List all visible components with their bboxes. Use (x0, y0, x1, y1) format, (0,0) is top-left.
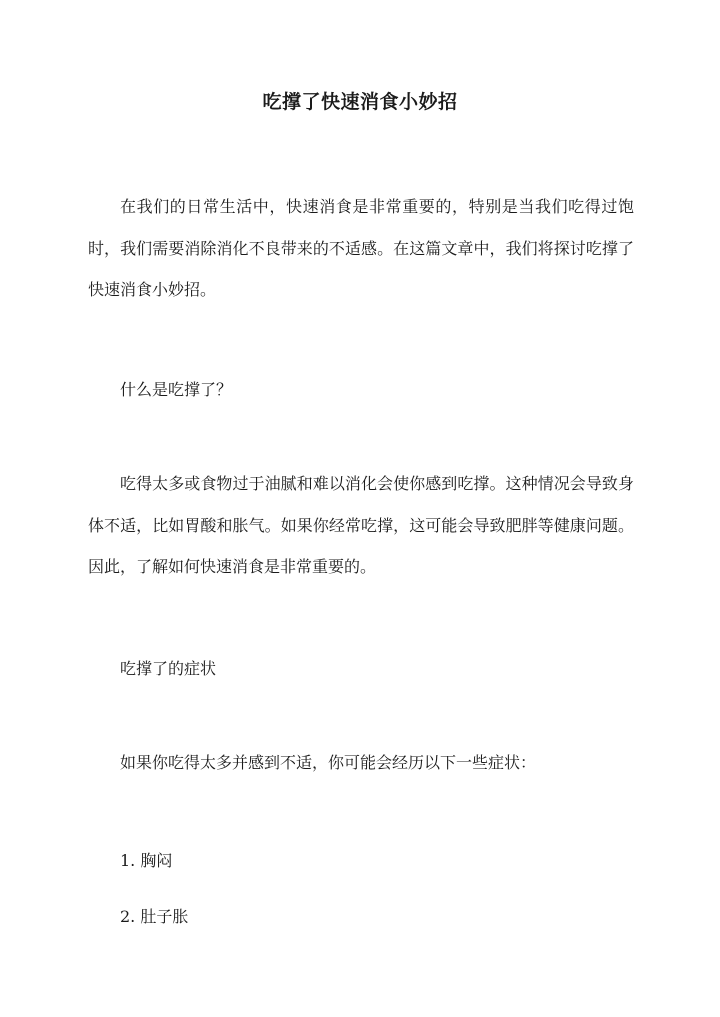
intro-paragraph: 在我们的日常生活中，快速消食是非常重要的，特别是当我们吃得过饱时，我们需要消除消化不良带来的不适感。在这篇文章中，我们将探讨吃撑了快速消食小妙招。 (88, 197, 634, 299)
list-item: 2. 肚子胀 (120, 907, 189, 926)
explanation-paragraph: 吃得太多或食物过于油腻和难以消化会使你感到吃撑。这种情况会导致身体不适，比如胃酸和胀气。如果你经常吃撑，这可能会导致肥胖等健康问题。因此，了解如何快速消食是非常重要的。 (88, 474, 634, 576)
symptoms-intro-paragraph: 如果你吃得太多并感到不适，你可能会经历以下一些症状： (120, 753, 537, 772)
section-heading-what-is: 什么是吃撑了？ (120, 380, 233, 399)
list-item: 1. 胸闷 (120, 851, 173, 870)
page-title: 吃撑了快速消食小妙招 (262, 91, 458, 113)
section-heading-symptoms: 吃撑了的症状 (120, 659, 217, 678)
